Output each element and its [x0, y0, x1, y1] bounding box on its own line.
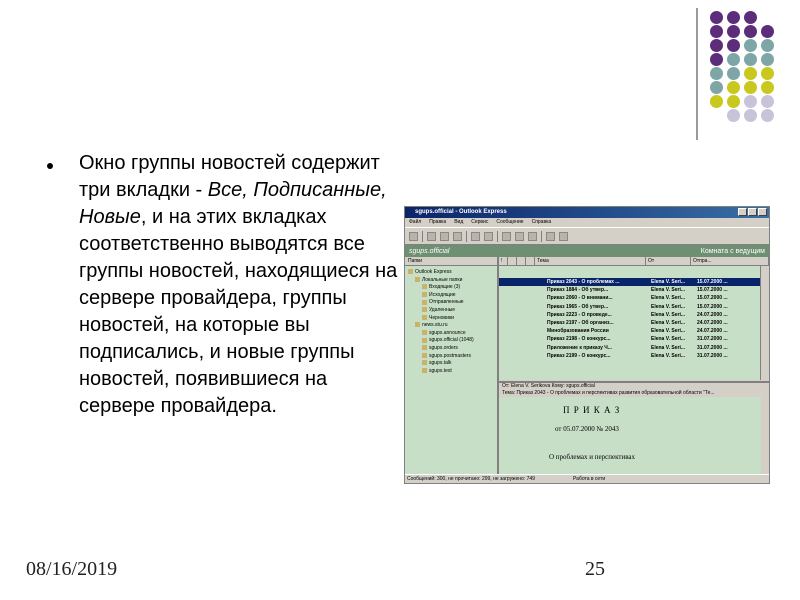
message-pane: [499, 257, 769, 475]
window-title: sgups.official - Outlook Express: [415, 209, 507, 215]
folder-item: [422, 337, 474, 344]
status-bar: [405, 474, 769, 483]
message-subject: Приказ 2043 - О проблемах ...: [547, 279, 620, 285]
message-row: [499, 319, 761, 327]
message-date: 15.07.2000 ...: [697, 303, 728, 310]
toolbar-separator: [497, 231, 498, 242]
decorative-dot: [727, 109, 740, 122]
message-from: Elena V. Seri...: [651, 295, 686, 302]
preview-subject: Тема: Приказ 2043 - О проблемах и перспективах развития образовательной области "Те...: [502, 390, 715, 396]
col-attachment-icon: [508, 257, 517, 265]
message-row: [499, 335, 761, 343]
message-list: [499, 266, 761, 380]
message-from: Elena V. Seri...: [651, 279, 686, 285]
reply-group-icon: [440, 232, 449, 241]
folder-label: Outlook Express: [415, 269, 452, 275]
message-row: [499, 352, 761, 360]
decorative-dot: [744, 39, 757, 52]
find-icon: [528, 232, 537, 241]
decorative-dot: [710, 39, 723, 52]
menu-item: Правка: [429, 219, 447, 225]
decorative-dot: [727, 81, 740, 94]
folder-item: [422, 307, 455, 314]
message-date: 31.07.2000 ...: [697, 344, 728, 351]
message-from: Elena V. Seri...: [651, 311, 686, 318]
col-subject: Тема: [535, 257, 646, 265]
bullet-text-part-3: , и на этих вкладках соответственно выводятся все группы новостей, находящиеся на сервере провайдера, группы новостей, на которые вы подписались, и новые группы новостей, появившиеся на сервере провайдера.: [79, 206, 398, 417]
decorative-dot: [744, 25, 757, 38]
folder-label: Удаленные: [429, 307, 456, 313]
decorative-dot: [710, 11, 723, 24]
message-row: [499, 311, 761, 319]
folder-label: sgups.talk: [429, 360, 452, 367]
doc-title: П Р И К А З: [563, 405, 621, 415]
message-row: [499, 294, 761, 302]
group-name: sgups.official: [409, 247, 450, 255]
folder-icon: [422, 353, 427, 358]
folder-item: [422, 315, 454, 322]
headers-icon: [559, 232, 568, 241]
message-row: [499, 303, 761, 311]
folder-label: sgups.official (1048): [429, 337, 474, 344]
message-date: 31.07.2000 ...: [697, 336, 728, 343]
message-subject: Приказ 2060 - О внимани...: [547, 295, 613, 302]
decorative-dot: [727, 67, 740, 80]
divider-line: [696, 8, 698, 140]
status-connection: Работа в сети: [573, 476, 606, 482]
group-header-right: Комната с ведущим: [700, 247, 765, 255]
folder-label: Отправленные: [429, 299, 464, 306]
decorative-dot: [727, 95, 740, 108]
decorative-dot: [761, 67, 774, 80]
message-from: Elena V. Seri...: [651, 303, 686, 310]
folder-label: sgups.postmasters: [429, 352, 471, 359]
decorative-dot: [727, 53, 740, 66]
decorative-dot: [710, 67, 723, 80]
bullet-marker: [47, 163, 53, 169]
message-row: [499, 286, 761, 294]
folder-item: [422, 330, 466, 337]
footer-date: 08/16/2019: [26, 558, 118, 580]
message-from: Elena V. Seri...: [651, 336, 686, 343]
main-panes: [405, 257, 769, 475]
reply-icon: [427, 232, 436, 241]
menu-item: Файл: [409, 219, 422, 225]
folder-item: [415, 322, 448, 329]
message-row: [499, 344, 761, 352]
folder-item: [422, 299, 464, 306]
decorative-dot: [727, 11, 740, 24]
page-number: 25: [585, 558, 605, 580]
col-status-icon: [526, 257, 535, 265]
message-date: 24.07.2000 ...: [697, 311, 728, 318]
folder-label: Входящие (3): [429, 284, 461, 291]
window-controls: [738, 208, 767, 216]
minimize-icon: [738, 208, 747, 216]
folder-icon: [422, 315, 427, 320]
preview-from: От: Elena V. Serikova Кому: sgups.official: [502, 383, 595, 389]
message-from: Elena V. Seri...: [651, 320, 686, 326]
folder-item: [422, 292, 456, 299]
send-receive-icon: [502, 232, 511, 241]
folder-item: [415, 277, 462, 284]
message-from: Elena V. Seri...: [651, 328, 686, 335]
decorative-dot-grid: [710, 11, 775, 124]
menu-item: Сообщение: [496, 219, 524, 225]
folder-label: Исходящие: [429, 291, 456, 298]
folder-item: [408, 269, 452, 276]
message-list-header: [499, 257, 769, 266]
preview-header: [499, 381, 769, 397]
folder-pane-header: Папки: [405, 257, 497, 266]
menu-bar: [405, 218, 769, 227]
message-subject: Приказ 2197 - Об организ...: [547, 320, 614, 326]
decorative-dot: [744, 81, 757, 94]
folder-icon: [422, 368, 427, 373]
folder-icon: [422, 338, 427, 343]
decorative-dot: [761, 95, 774, 108]
folder-pane: [405, 257, 499, 475]
message-date: 24.07.2000 ...: [697, 328, 728, 335]
message-list-scrollbar: [760, 266, 769, 380]
folder-label: news.stu.ru: [422, 322, 448, 329]
addresses-icon: [515, 232, 524, 241]
decorative-dot: [744, 95, 757, 108]
message-from: Elena V. Seri...: [651, 352, 686, 359]
preview-body: [499, 397, 761, 475]
folder-icon: [422, 360, 427, 365]
decorative-dot: [761, 53, 774, 66]
col-priority-icon: !: [499, 257, 508, 265]
decorative-dot: [761, 39, 774, 52]
folder-item: [422, 284, 460, 291]
group-header-bar: [405, 245, 769, 257]
bullet-text-part-1: Окно группы новостей содержит три вкладки -: [79, 152, 380, 201]
decorative-dot: [744, 67, 757, 80]
folder-icon: [422, 300, 427, 305]
maximize-icon: [748, 208, 757, 216]
menu-item: Справка: [531, 219, 552, 225]
message-subject: Минобразования России: [547, 328, 609, 335]
folder-icon: [422, 345, 427, 350]
doc-number-line: от 05.07.2000 № 2043: [555, 425, 619, 433]
folder-label: sgups.announce: [429, 329, 466, 336]
bullet-text-italic-tabs: Все, Подписанные, Новые: [79, 179, 387, 228]
message-from: Elena V. Seri...: [651, 344, 686, 351]
doc-subject: О проблемах и перспективах: [549, 453, 636, 461]
toolbar-separator: [466, 231, 467, 242]
decorative-dot: [744, 53, 757, 66]
folder-item: [422, 345, 458, 352]
message-row: [499, 327, 761, 335]
decorative-dot: [710, 25, 723, 38]
forward-icon: [453, 232, 462, 241]
folder-icon: [415, 277, 420, 282]
groups-icon: [546, 232, 555, 241]
status-message-counts: Сообщений: 300, не прочитано: 299, не загружено: 749: [407, 476, 535, 482]
outlook-express-screenshot: [404, 206, 770, 484]
decorative-dot: [727, 39, 740, 52]
menu-item: Вид: [454, 219, 464, 225]
toolbar-separator: [422, 231, 423, 242]
stop-icon: [484, 232, 493, 241]
window-titlebar: [405, 207, 769, 218]
col-from: От: [646, 257, 691, 265]
message-date: 15.07.2000 ...: [697, 279, 728, 285]
folder-item: [422, 368, 452, 375]
message-subject: Приложение к приказу Ч...: [547, 344, 612, 351]
folder-icon: [408, 269, 413, 274]
folder-icon: [422, 284, 427, 289]
bullet-text: [79, 150, 399, 420]
message-subject: Приказ 2198 - О конкурс...: [547, 336, 611, 343]
folder-icon: [422, 292, 427, 297]
decorative-dot: [744, 11, 757, 24]
menu-item: Сервис: [471, 219, 489, 225]
decorative-dot: [761, 81, 774, 94]
folder-icon: [422, 330, 427, 335]
folder-item: [422, 353, 471, 360]
message-from: Elena V. Seri...: [651, 287, 686, 294]
decorative-dot: [744, 109, 757, 122]
decorative-dot: [710, 95, 723, 108]
folder-icon: [415, 322, 420, 327]
message-subject: Приказ 1965 - Об утвер...: [547, 303, 609, 310]
new-message-icon: [409, 232, 418, 241]
decorative-dot: [710, 53, 723, 66]
message-subject: Приказ 2199 - О конкурс...: [547, 352, 611, 359]
decorative-dot: [761, 25, 774, 38]
folder-label: Локальные папки: [422, 276, 463, 283]
folder-label: Черновики: [429, 314, 454, 321]
decorative-dot: [761, 109, 774, 122]
message-row: [499, 278, 761, 286]
folder-label: sgups.test: [429, 367, 452, 374]
decorative-dot: [727, 25, 740, 38]
folder-icon: [422, 307, 427, 312]
message-date: 15.07.2000 ...: [697, 295, 728, 302]
close-icon: [758, 208, 767, 216]
toolbar: [405, 227, 769, 245]
message-date: 24.07.2000 ...: [697, 320, 728, 326]
folder-item: [422, 360, 452, 367]
toolbar-separator: [541, 231, 542, 242]
col-flag-icon: [517, 257, 526, 265]
folder-label: sgups.orders: [429, 345, 458, 351]
message-date: 15.07.2000 ...: [697, 287, 728, 294]
print-icon: [471, 232, 480, 241]
message-date: 31.07.2000 ...: [697, 352, 728, 359]
decorative-dot: [710, 81, 723, 94]
message-subject: Приказ 2223 - О проведе...: [547, 311, 612, 318]
message-subject: Приказ 1884 - Об утвер...: [547, 287, 609, 294]
col-sent: Отпра...: [691, 257, 769, 265]
